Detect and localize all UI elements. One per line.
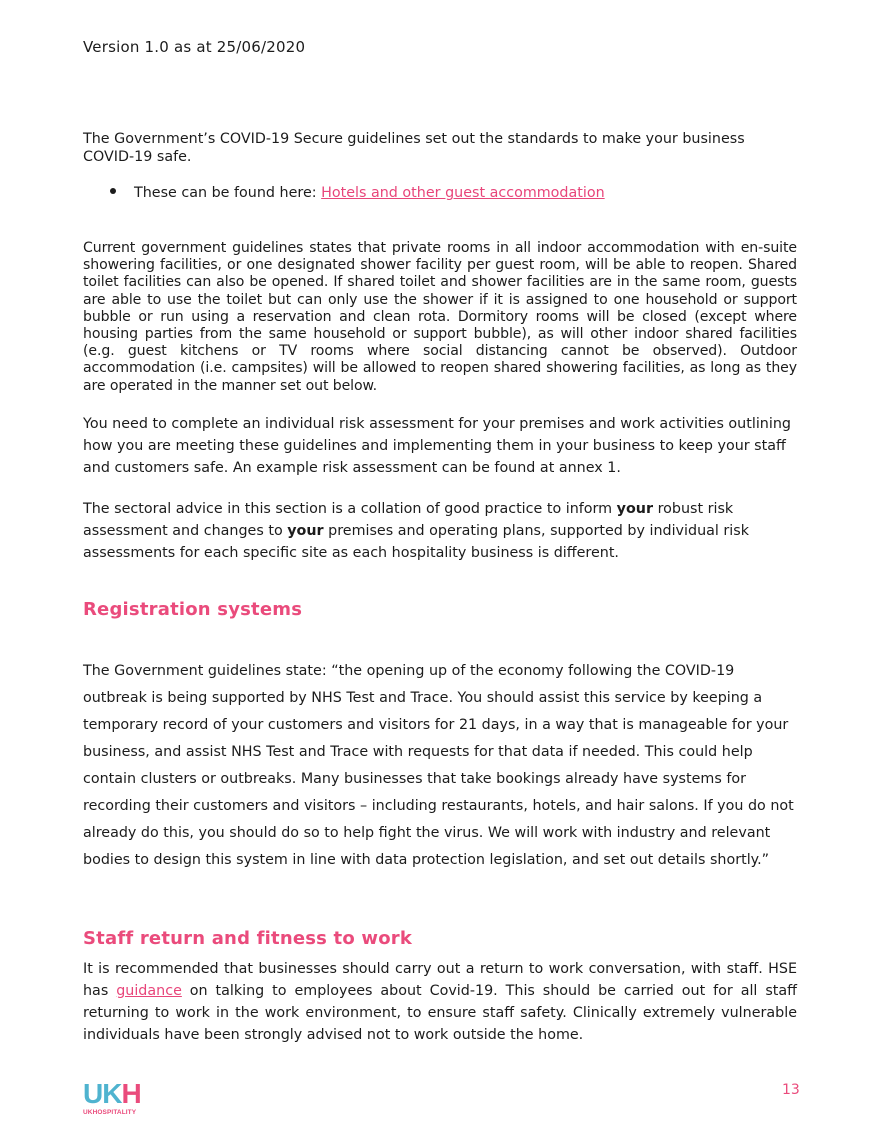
sectoral-advice-paragraph <box>83 498 797 564</box>
page-number: 13 <box>782 1082 800 1098</box>
hse-guidance-link[interactable]: guidance <box>116 983 182 999</box>
sectoral-bold-your-2: your <box>287 523 324 539</box>
sectoral-bold-your-1: your <box>616 501 654 517</box>
sectoral-text-2: robust risk assessment and changes to <box>83 501 734 539</box>
sectoral-text-3: premises and operating plans, supported by individual risk assessments for each specific site as each hospitality business is different. <box>83 523 749 561</box>
logo-subtitle: UKHOSPITALITY <box>83 1109 137 1116</box>
logo-uk-letters: UK <box>83 1078 122 1109</box>
bullet-prefix: These can be found here: <box>134 185 322 201</box>
intro-paragraph: The Government’s COVID-19 Secure guidelines set out the standards to make your business COVID-19 safe. <box>83 131 745 165</box>
registration-paragraph: The Government guidelines state: “the opening up of the economy following the COVID-19 outbreak is being supported by NHS Test and Trace. You should assist this service by keeping a temporary record of your customers and visitors for 21 days, in a way that is manageable for your business, and assist NHS Test and Trace with requests for that data if needed. This could help contain clusters or outbreaks. Many businesses that take bookings already have systems for recording their customers and visitors – including restaurants, hotels, and hair salons. If you do not already do this, you should do so to help fight the virus. We will work with industry and relevant bodies to design this system in line with data protection legislation, and set out details shortly.” <box>83 663 794 868</box>
logo-h-letter: H <box>121 1078 141 1109</box>
bullet-item <box>110 184 605 202</box>
staff-return-heading: Staff return and fitness to work <box>83 928 413 949</box>
hotels-guidance-link[interactable]: Hotels and other guest accommodation <box>321 185 605 201</box>
bullet-icon <box>110 188 116 194</box>
risk-assessment-paragraph: You need to complete an individual risk assessment for your premises and work activities outlining how you are meeting these guidelines and implementing them in your business to keep your staff and customers safe. An example risk assessment can be found at annex 1. <box>83 416 791 476</box>
guidelines-paragraph: Current government guidelines states that private rooms in all indoor accommodation with en-suite showering facilities, or one designated shower facility per guest room, will be able to reopen. Shared toilet facilities can also be opened. If shared toilet and shower facilities are in the same room, guests are able to use the toilet but can only use the shower if it is assigned to one household or support bubble or run using a reservation and clean rota. Dormitory rooms will be closed (except where housing parties from the same household or support bubble), as will other indoor shared facilities (e.g. guest kitchens or TV rooms where social distancing cannot be observed). Outdoor accommodation (i.e. campsites) will be allowed to reopen shared showering facilities, as long as they are operated in the manner set out below. <box>83 240 797 394</box>
staff-text-1: It is recommended that businesses should carry out a return to work conversation, with staff. HSE has <box>83 961 797 999</box>
version-header: Version 1.0 as at 25/06/2020 <box>83 38 306 56</box>
staff-text-2: on talking to employees about Covid-19. This should be carried out for all staff returning to work in the work environment, to ensure staff safety. Clinically extremely vulnerable individuals have been strongly advised not to work outside the home. <box>83 983 797 1043</box>
ukhospitality-logo <box>83 1080 143 1120</box>
sectoral-text-1: The sectoral advice in this section is a collation of good practice to inform <box>83 501 617 517</box>
registration-heading: Registration systems <box>83 599 303 620</box>
staff-return-paragraph <box>83 958 797 1046</box>
